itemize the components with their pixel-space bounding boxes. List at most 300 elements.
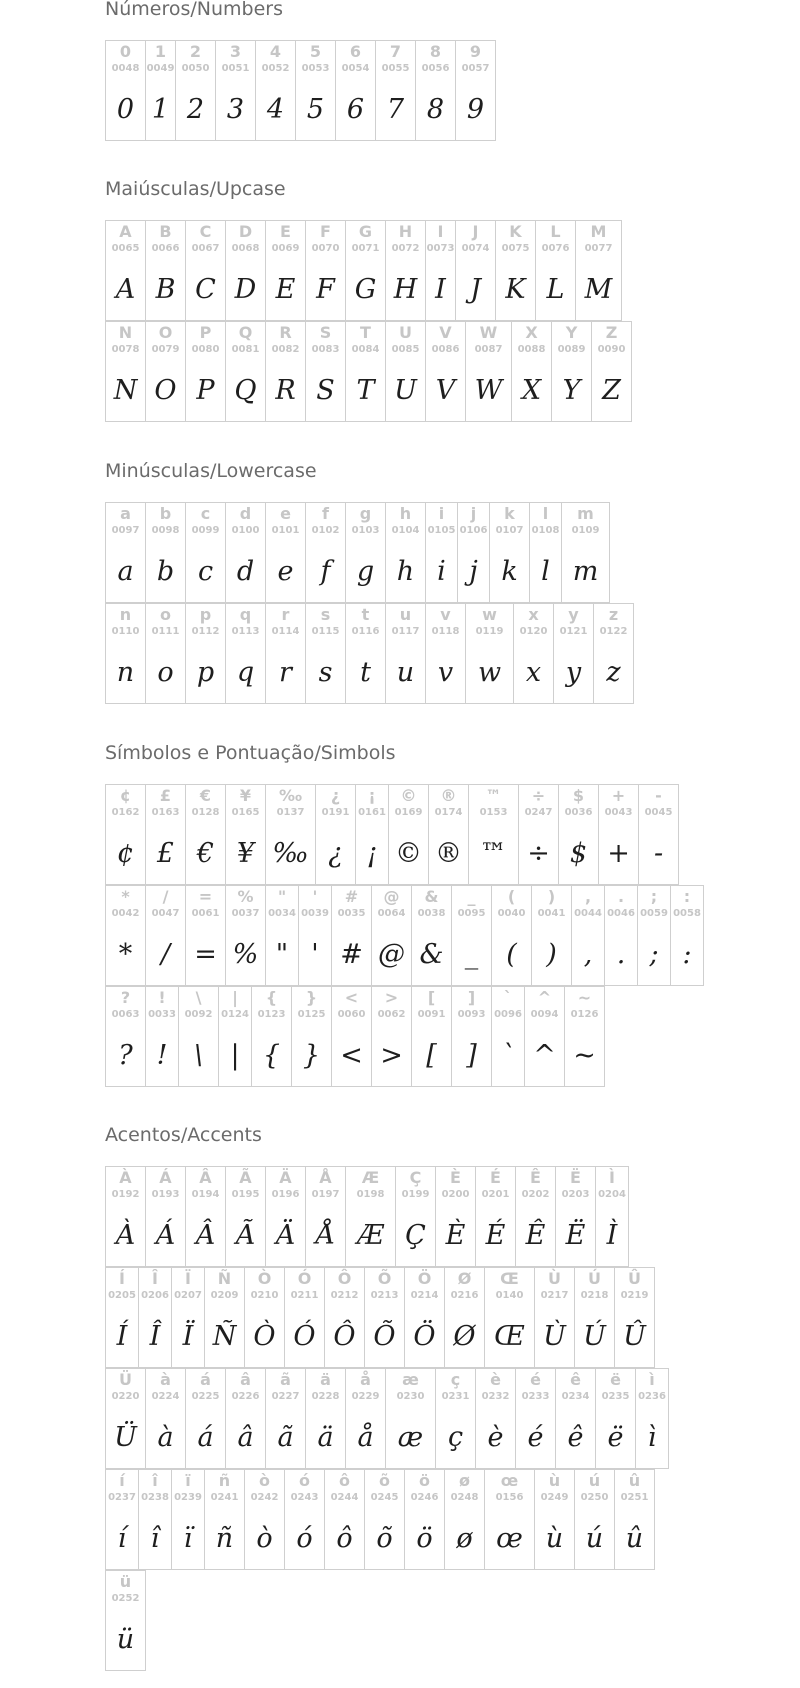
glyph-label: 7 bbox=[389, 42, 402, 61]
glyph-cell bbox=[456, 41, 496, 140]
glyph-label: ; bbox=[650, 887, 658, 906]
glyph-sample: ™ bbox=[480, 838, 507, 869]
glyph-label: Ü bbox=[119, 1370, 132, 1389]
glyph-cell bbox=[316, 785, 356, 884]
glyph-code: 0235 bbox=[601, 1391, 630, 1402]
glyph-cell bbox=[476, 1167, 516, 1266]
glyph-cell bbox=[636, 1369, 669, 1468]
glyph-label: \ bbox=[195, 988, 202, 1007]
glyph-code: 0049 bbox=[146, 63, 175, 74]
glyph-label: v bbox=[440, 605, 451, 624]
glyph-code: 0233 bbox=[521, 1391, 550, 1402]
glyph-label: Á bbox=[159, 1168, 172, 1187]
glyph-label: ø bbox=[459, 1471, 470, 1490]
glyph-cell bbox=[106, 221, 146, 320]
glyph-code: 0034 bbox=[268, 908, 296, 919]
glyph-code: 0252 bbox=[111, 1593, 140, 1604]
glyph-label: Ñ bbox=[217, 1269, 232, 1288]
glyph-sample: é bbox=[527, 1422, 544, 1453]
glyph-label: ] bbox=[467, 988, 476, 1007]
glyph-sample: ! bbox=[156, 1040, 168, 1071]
glyph-sample: B bbox=[155, 274, 176, 305]
glyph-code: 0052 bbox=[261, 63, 290, 74]
glyph-cell bbox=[372, 886, 412, 985]
glyph-label: / bbox=[162, 887, 169, 906]
glyph-sample: { bbox=[262, 1040, 281, 1071]
glyph-label: Q bbox=[238, 323, 253, 342]
section-title: Números/Numbers bbox=[105, 0, 283, 20]
glyph-cell bbox=[266, 886, 299, 985]
glyph-row bbox=[105, 1166, 629, 1267]
glyph-sample: Ü bbox=[114, 1422, 137, 1453]
glyph-row bbox=[105, 321, 632, 422]
glyph-cell bbox=[186, 322, 226, 421]
glyph-code: 0137 bbox=[276, 807, 305, 818]
glyph-cell bbox=[458, 503, 490, 602]
glyph-code: 0197 bbox=[311, 1189, 340, 1200]
glyph-sample: ã bbox=[277, 1422, 294, 1453]
glyph-cell bbox=[436, 1167, 476, 1266]
glyph-cell bbox=[292, 987, 332, 1086]
glyph-code: 0066 bbox=[151, 243, 180, 254]
glyph-code: 0102 bbox=[311, 525, 340, 536]
glyph-label: V bbox=[439, 323, 452, 342]
glyph-code: 0193 bbox=[151, 1189, 180, 1200]
glyph-sample: ä bbox=[317, 1422, 334, 1453]
glyph-sample: [ bbox=[426, 1040, 437, 1071]
glyph-label: 2 bbox=[189, 42, 202, 61]
glyph-sample: ` bbox=[501, 1040, 515, 1071]
glyph-sample: É bbox=[485, 1220, 506, 1251]
glyph-sample: - bbox=[653, 838, 664, 869]
glyph-sample: û bbox=[625, 1523, 644, 1554]
glyph-cell bbox=[176, 41, 216, 140]
glyph-sample: Î bbox=[149, 1321, 161, 1352]
glyph-sample: , bbox=[583, 939, 593, 970]
glyph-label: è bbox=[490, 1370, 501, 1389]
glyph-code: 0199 bbox=[401, 1189, 430, 1200]
glyph-cell bbox=[445, 1268, 485, 1367]
glyph-cell bbox=[336, 41, 376, 140]
glyph-code: 0118 bbox=[431, 626, 460, 637]
glyph-code: 0063 bbox=[111, 1009, 140, 1020]
glyph-cell bbox=[452, 987, 492, 1086]
glyph-sample: Á bbox=[155, 1220, 176, 1251]
glyph-cell bbox=[226, 1369, 266, 1468]
glyph-code: 0192 bbox=[111, 1189, 140, 1200]
glyph-cell bbox=[639, 785, 679, 884]
glyph-code: 0109 bbox=[571, 525, 600, 536]
glyph-label: , bbox=[584, 887, 592, 906]
glyph-label: Œ bbox=[500, 1269, 519, 1288]
glyph-code: 0067 bbox=[191, 243, 220, 254]
glyph-cell bbox=[205, 1470, 245, 1569]
glyph-sample: j bbox=[469, 556, 478, 587]
glyph-sample: R bbox=[275, 375, 296, 406]
glyph-label: Æ bbox=[361, 1168, 380, 1187]
glyph-sample: à bbox=[157, 1422, 174, 1453]
glyph-code: 0088 bbox=[517, 344, 546, 355]
glyph-label: c bbox=[200, 504, 211, 523]
glyph-sample: W bbox=[474, 375, 503, 406]
glyph-label: 4 bbox=[269, 42, 282, 61]
glyph-code: 0112 bbox=[191, 626, 220, 637]
glyph-label: . bbox=[617, 887, 625, 906]
glyph-cell bbox=[372, 987, 412, 1086]
glyph-code: 0076 bbox=[541, 243, 570, 254]
glyph-sample: " bbox=[275, 939, 289, 970]
glyph-sample: 3 bbox=[226, 94, 245, 125]
glyph-code: 0243 bbox=[290, 1492, 319, 1503]
glyph-label: é bbox=[530, 1370, 541, 1389]
glyph-label: õ bbox=[379, 1471, 390, 1490]
glyph-label: M bbox=[590, 222, 607, 241]
glyph-row bbox=[105, 220, 622, 321]
glyph-code: 0251 bbox=[620, 1492, 649, 1503]
glyph-cell bbox=[552, 322, 592, 421]
glyph-code: 0091 bbox=[417, 1009, 446, 1020]
glyph-cell bbox=[485, 1268, 535, 1367]
glyph-sample: S bbox=[316, 375, 335, 406]
glyph-code: 0060 bbox=[337, 1009, 366, 1020]
glyph-sample: H bbox=[393, 274, 418, 305]
glyph-cell bbox=[172, 1268, 205, 1367]
glyph-sample: @ bbox=[378, 939, 405, 970]
glyph-label: * bbox=[121, 887, 130, 906]
glyph-code: 0113 bbox=[231, 626, 260, 637]
glyph-code: 0246 bbox=[410, 1492, 439, 1503]
glyph-sample: © bbox=[395, 838, 422, 869]
glyph-cell bbox=[146, 1369, 186, 1468]
glyph-sample: å bbox=[357, 1422, 374, 1453]
glyph-code: 0249 bbox=[540, 1492, 569, 1503]
glyph-label: ` bbox=[504, 988, 512, 1007]
glyph-code: 0039 bbox=[301, 908, 329, 919]
glyph-code: 0062 bbox=[377, 1009, 406, 1020]
glyph-label: _ bbox=[467, 887, 476, 906]
glyph-code: 0055 bbox=[381, 63, 410, 74]
glyph-label: Í bbox=[119, 1269, 125, 1288]
glyph-sample: G bbox=[354, 274, 377, 305]
glyph-label: ã bbox=[280, 1370, 291, 1389]
glyph-cell bbox=[106, 41, 146, 140]
glyph-label: W bbox=[479, 323, 498, 342]
glyph-code: 0047 bbox=[151, 908, 180, 919]
glyph-sample: + bbox=[607, 838, 630, 869]
glyph-cell bbox=[186, 785, 226, 884]
glyph-code: 0219 bbox=[620, 1290, 649, 1301]
glyph-cell bbox=[226, 322, 266, 421]
glyph-sample: ¿ bbox=[328, 838, 343, 869]
glyph-cell bbox=[469, 785, 519, 884]
glyph-code: 0161 bbox=[358, 807, 386, 818]
glyph-code: 0053 bbox=[301, 63, 330, 74]
glyph-label: 3 bbox=[229, 42, 242, 61]
glyph-cell bbox=[530, 503, 562, 602]
glyph-label: - bbox=[655, 786, 662, 805]
glyph-code: 0043 bbox=[604, 807, 633, 818]
glyph-cell bbox=[556, 1369, 596, 1468]
glyph-cell bbox=[332, 987, 372, 1086]
glyph-label: H bbox=[398, 222, 413, 241]
glyph-sample: Ì bbox=[606, 1220, 618, 1251]
glyph-code: 0212 bbox=[330, 1290, 359, 1301]
glyph-label: ¥ bbox=[239, 786, 252, 805]
glyph-cell bbox=[306, 604, 346, 703]
glyph-sample: Å bbox=[315, 1220, 336, 1251]
glyph-cell bbox=[306, 322, 346, 421]
glyph-label: Z bbox=[605, 323, 618, 342]
glyph-label: € bbox=[199, 786, 212, 805]
glyph-sample: & bbox=[419, 939, 444, 970]
glyph-code: 0084 bbox=[351, 344, 380, 355]
glyph-code: 0057 bbox=[461, 63, 490, 74]
glyph-sample: ) bbox=[546, 939, 557, 970]
glyph-sample: | bbox=[230, 1040, 240, 1071]
glyph-sample: Ï bbox=[182, 1321, 194, 1352]
glyph-sample: I bbox=[435, 274, 446, 305]
glyph-sample: U bbox=[394, 375, 417, 406]
glyph-sample: Ö bbox=[413, 1321, 436, 1352]
glyph-code: 0085 bbox=[391, 344, 420, 355]
glyph-cell bbox=[106, 503, 146, 602]
glyph-sample: : bbox=[682, 939, 692, 970]
glyph-code: 0174 bbox=[434, 807, 463, 818]
glyph-sample: a bbox=[117, 556, 134, 587]
glyph-code: 0124 bbox=[221, 1009, 249, 1020]
glyph-cell bbox=[426, 221, 456, 320]
glyph-cell bbox=[562, 503, 610, 602]
glyph-cell bbox=[186, 221, 226, 320]
glyph-cell bbox=[226, 1167, 266, 1266]
glyph-code: 0245 bbox=[370, 1492, 399, 1503]
glyph-cell bbox=[405, 1470, 445, 1569]
glyph-sample: ë bbox=[607, 1422, 624, 1453]
glyph-cell bbox=[576, 221, 622, 320]
glyph-sample: E bbox=[275, 274, 296, 305]
glyph-cell bbox=[386, 1369, 436, 1468]
glyph-cell bbox=[594, 604, 634, 703]
glyph-label: á bbox=[200, 1370, 211, 1389]
glyph-code: 0229 bbox=[351, 1391, 380, 1402]
glyph-cell bbox=[146, 604, 186, 703]
glyph-cell bbox=[266, 1369, 306, 1468]
glyph-label: Ù bbox=[548, 1269, 561, 1288]
glyph-sample: N bbox=[113, 375, 138, 406]
glyph-sample: æ bbox=[397, 1422, 424, 1453]
glyph-code: 0206 bbox=[141, 1290, 169, 1301]
glyph-code: 0123 bbox=[257, 1009, 286, 1020]
glyph-cell bbox=[332, 886, 372, 985]
glyph-sample: % bbox=[232, 939, 259, 970]
glyph-label: 6 bbox=[349, 42, 362, 61]
glyph-sample: î bbox=[150, 1523, 160, 1554]
glyph-label: R bbox=[279, 323, 292, 342]
glyph-cell bbox=[386, 604, 426, 703]
glyph-label: Ç bbox=[409, 1168, 422, 1187]
glyph-code: 0209 bbox=[210, 1290, 239, 1301]
glyph-cell bbox=[266, 322, 306, 421]
glyph-code: 0153 bbox=[479, 807, 508, 818]
glyph-cell bbox=[106, 604, 146, 703]
glyph-code: 0075 bbox=[501, 243, 530, 254]
glyph-sample: è bbox=[487, 1422, 504, 1453]
glyph-sample: ] bbox=[466, 1040, 477, 1071]
glyph-cell bbox=[514, 604, 554, 703]
glyph-label: E bbox=[280, 222, 291, 241]
glyph-code: 0162 bbox=[111, 807, 140, 818]
glyph-cell bbox=[106, 1470, 139, 1569]
glyph-code: 0033 bbox=[148, 1009, 176, 1020]
glyph-label: P bbox=[199, 323, 212, 342]
glyph-code: 0093 bbox=[457, 1009, 486, 1020]
glyph-row bbox=[105, 1267, 655, 1368]
glyph-label: u bbox=[399, 605, 412, 624]
glyph-row bbox=[105, 986, 605, 1087]
glyph-cell bbox=[615, 1268, 655, 1367]
glyph-code: 0058 bbox=[673, 908, 701, 919]
glyph-label: # bbox=[344, 887, 359, 906]
glyph-label: Ó bbox=[297, 1269, 312, 1288]
glyph-code: 0059 bbox=[640, 908, 668, 919]
glyph-sample: Ä bbox=[275, 1220, 296, 1251]
glyph-code: 0214 bbox=[410, 1290, 439, 1301]
glyph-cell bbox=[146, 503, 186, 602]
glyph-code: 0207 bbox=[174, 1290, 202, 1301]
glyph-label: y bbox=[568, 605, 579, 624]
glyph-sample: ^ bbox=[533, 1040, 556, 1071]
glyph-sample: ç bbox=[447, 1422, 464, 1453]
glyph-code: 0037 bbox=[231, 908, 260, 919]
glyph-label: ñ bbox=[218, 1471, 231, 1490]
glyph-code: 0126 bbox=[570, 1009, 599, 1020]
glyph-sample: Œ bbox=[494, 1321, 525, 1352]
glyph-cell bbox=[346, 1167, 396, 1266]
glyph-row bbox=[105, 1368, 669, 1469]
glyph-sample: Q bbox=[234, 375, 257, 406]
glyph-code: 0203 bbox=[561, 1189, 590, 1200]
glyph-sample: õ bbox=[376, 1523, 393, 1554]
glyph-sample: c bbox=[197, 556, 214, 587]
glyph-code: 0092 bbox=[184, 1009, 213, 1020]
glyph-cell bbox=[429, 785, 469, 884]
glyph-sample: } bbox=[302, 1040, 321, 1071]
glyph-label: ç bbox=[450, 1370, 461, 1389]
glyph-cell bbox=[426, 322, 466, 421]
glyph-row bbox=[105, 40, 496, 141]
glyph-code: 0239 bbox=[174, 1492, 202, 1503]
glyph-code: 0121 bbox=[559, 626, 588, 637]
glyph-code: 0101 bbox=[271, 525, 300, 536]
glyph-sample: Z bbox=[602, 375, 621, 406]
glyph-label: I bbox=[437, 222, 444, 241]
glyph-label: 0 bbox=[119, 42, 132, 61]
glyph-sample: Â bbox=[195, 1220, 216, 1251]
glyph-label: å bbox=[360, 1370, 371, 1389]
glyph-code: 0107 bbox=[495, 525, 524, 536]
glyph-sample: $ bbox=[569, 838, 588, 869]
glyph-cell bbox=[638, 886, 671, 985]
glyph-cell bbox=[306, 1167, 346, 1266]
glyph-cell bbox=[592, 322, 632, 421]
glyph-code: 0078 bbox=[111, 344, 140, 355]
glyph-cell bbox=[205, 1268, 245, 1367]
glyph-cell bbox=[525, 987, 565, 1086]
glyph-sample: V bbox=[435, 375, 456, 406]
glyph-label: X bbox=[525, 323, 538, 342]
glyph-label: ë bbox=[610, 1370, 621, 1389]
glyph-sample: 4 bbox=[266, 94, 285, 125]
glyph-label: J bbox=[472, 222, 479, 241]
glyph-cell bbox=[456, 221, 496, 320]
glyph-sample: * bbox=[118, 939, 133, 970]
glyph-code: 0250 bbox=[580, 1492, 609, 1503]
glyph-code: 0226 bbox=[231, 1391, 260, 1402]
glyph-cell bbox=[536, 221, 576, 320]
glyph-label: N bbox=[118, 323, 133, 342]
glyph-sample: y bbox=[565, 657, 582, 688]
glyph-row bbox=[105, 1570, 146, 1671]
glyph-code: 0086 bbox=[431, 344, 460, 355]
glyph-sample: Ù bbox=[543, 1321, 566, 1352]
glyph-code: 0099 bbox=[191, 525, 220, 536]
glyph-label: ü bbox=[119, 1572, 132, 1591]
glyph-code: 0048 bbox=[111, 63, 140, 74]
glyph-label: Ï bbox=[185, 1269, 191, 1288]
glyph-sample: Ç bbox=[405, 1220, 426, 1251]
glyph-cell bbox=[186, 1167, 226, 1266]
glyph-label: " bbox=[277, 887, 287, 906]
glyph-code: 0100 bbox=[231, 525, 260, 536]
glyph-code: 0224 bbox=[151, 1391, 180, 1402]
glyph-cell bbox=[139, 1470, 172, 1569]
glyph-code: 0117 bbox=[391, 626, 420, 637]
glyph-label: Ô bbox=[337, 1269, 352, 1288]
glyph-label: Û bbox=[628, 1269, 641, 1288]
glyph-cell bbox=[565, 987, 605, 1086]
glyph-cell bbox=[346, 604, 386, 703]
glyph-code: 0238 bbox=[141, 1492, 169, 1503]
glyph-row bbox=[105, 784, 679, 885]
glyph-code: 0156 bbox=[495, 1492, 524, 1503]
glyph-sample: t bbox=[360, 657, 371, 688]
glyph-cell bbox=[106, 1268, 139, 1367]
glyph-label: [ bbox=[427, 988, 436, 1007]
glyph-cell bbox=[596, 1167, 629, 1266]
glyph-row bbox=[105, 502, 610, 603]
glyph-sample: f bbox=[320, 556, 331, 587]
glyph-label: 5 bbox=[309, 42, 322, 61]
section-title: Minúsculas/Lowercase bbox=[105, 460, 317, 482]
glyph-cell bbox=[556, 1167, 596, 1266]
glyph-label: L bbox=[550, 222, 561, 241]
glyph-code: 0074 bbox=[461, 243, 490, 254]
glyph-label: D bbox=[238, 222, 253, 241]
glyph-label: À bbox=[119, 1168, 132, 1187]
glyph-label: o bbox=[160, 605, 171, 624]
glyph-label: G bbox=[358, 222, 373, 241]
glyph-code: 0114 bbox=[271, 626, 300, 637]
glyph-code: 0044 bbox=[574, 908, 602, 919]
glyph-cell bbox=[412, 987, 452, 1086]
glyph-label: g bbox=[359, 504, 372, 523]
glyph-cell bbox=[346, 221, 386, 320]
glyph-sample: l bbox=[541, 556, 550, 587]
glyph-code: 0198 bbox=[356, 1189, 385, 1200]
glyph-label: ¿ bbox=[330, 786, 341, 805]
glyph-code: 0046 bbox=[607, 908, 635, 919]
glyph-cell bbox=[605, 886, 638, 985]
